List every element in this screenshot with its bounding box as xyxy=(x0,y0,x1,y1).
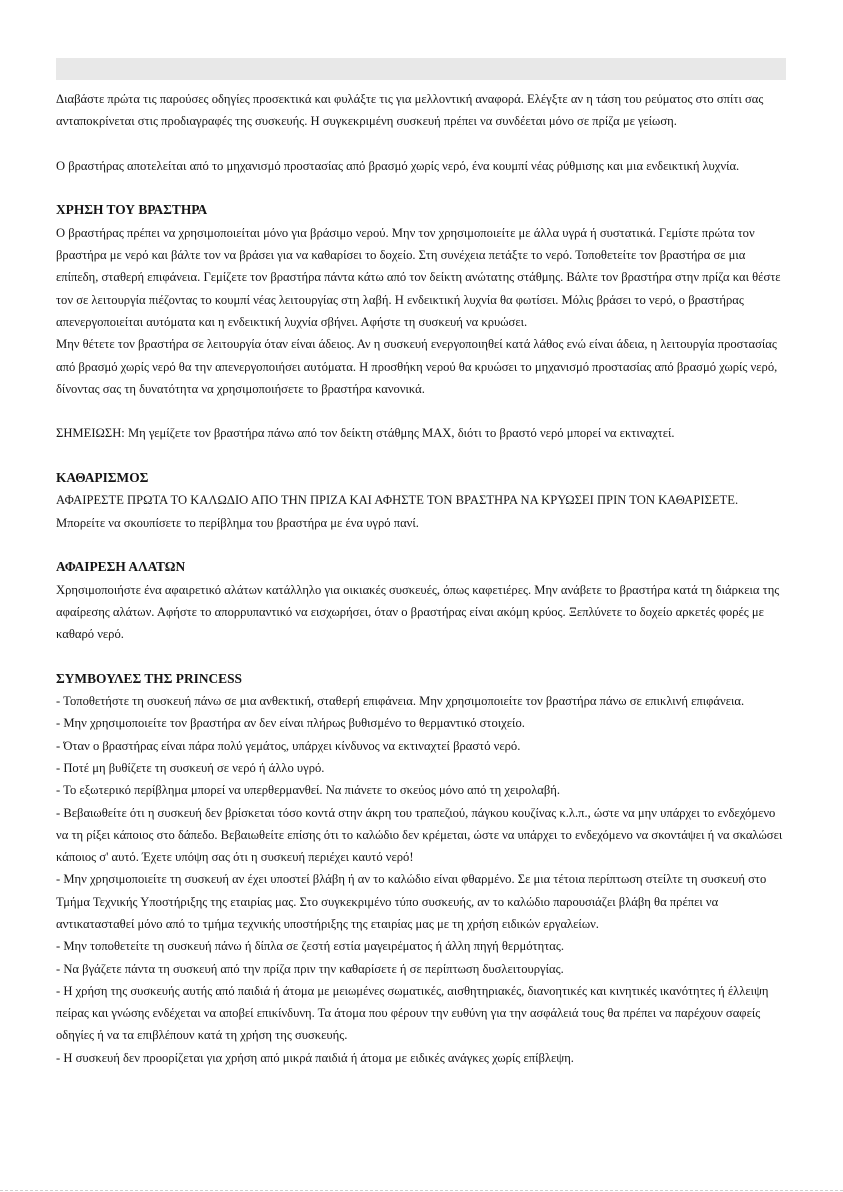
descaling-heading: ΑΦΑΙΡΕΣΗ ΑΛΑΤΩΝ xyxy=(56,559,186,575)
descaling-section xyxy=(56,556,786,645)
tip-item: - Τοποθετήστε τη συσκευή πάνω σε μια ανθεκτική, σταθερή επιφάνεια. Μην χρησιμοποιείτε τον βραστήρα πάνω σε επικλινή επιφάνεια. xyxy=(56,694,745,709)
usage-section xyxy=(56,199,786,400)
tip-item: - Η συσκευή δεν προορίζεται για χρήση από μικρά παιδιά ή άτομα με ειδικές ανάγκες χωρίς επίβλεψη. xyxy=(56,1050,574,1065)
tips-section xyxy=(56,668,786,1069)
tip-item: - Βεβαιωθείτε ότι η συσκευή δεν βρίσκεται τόσο κοντά στην άκρη του τραπεζιού, πάγκου κουζίνας κ.λ.π., ώστε να μην υπάρχει το ενδεχόμενο να τη ρίξει κάποιος στο δάπεδο. Βεβαιωθείτε επίσης ότι το καλώδιο δεν κρέμεται, ώστε να υπάρχει το ενδεχόμενο να σκοντάψει ή να σκαλώσει κάποιος σ' αυτό. Έχετε υπόψη σας ότι η συσκευή περιέχει καυτό νερό! xyxy=(56,805,783,865)
descaling-text: Χρησιμοποιήστε ένα αφαιρετικό αλάτων κατάλληλο για οικιακές συσκευές, όπως καφετιέρες. Μην ανάβετε το βραστήρα κατά τη διάρκεια της αφαίρεσης αλάτων. Αφήστε το απορρυπαντικό να εισχωρήσει, όταν ο βραστήρας είναι ακόμη κρύος. Ξεπλύνετε το δοχείο αρκετές φορές με καθαρό νερό. xyxy=(56,582,780,642)
tip-item: - Να βγάζετε πάντα τη συσκευή από την πρίζα πριν την καθαρίσετε ή σε περίπτωση δυσλειτουργίας. xyxy=(56,961,564,976)
tip-item: - Όταν ο βραστήρας είναι πάρα πολύ γεμάτος, υπάρχει κίνδυνος να εκτιναχτεί βραστό νερό. xyxy=(56,738,521,753)
tip-item: - Μην τοποθετείτε τη συσκευή πάνω ή δίπλα σε ζεστή εστία μαγειρέματος ή άλλη πηγή θερμότητας. xyxy=(56,939,564,954)
tip-item: - Ποτέ μη βυθίζετε τη συσκευή σε νερό ή άλλο υγρό. xyxy=(56,760,325,775)
bottom-divider xyxy=(0,1190,843,1191)
usage-text-2: Μην θέτετε τον βραστήρα σε λειτουργία όταν είναι άδειος. Αν η συσκευή ενεργοποιηθεί κατά λάθος ενώ είναι άδεια, η λειτουργία προστασίας από βρασμό χωρίς νερό θα την απενεργοποιήσει αυτόματα. Η προσθήκη νερού θα κρυώσει το μηχανισμό προστασίας από βρασμό χωρίς νερό, δίνοντας σας τη δυνατότητα να χρησιμοποιήσετε το βραστήρα κανονικά. xyxy=(56,337,778,396)
usage-note-text: ΣΗΜΕΙΩΣΗ: Μη γεμίζετε τον βραστήρα πάνω από τον δείκτη στάθμης MAX, διότι το βραστό νερό μπορεί να εκτιναχτεί. xyxy=(56,426,675,441)
usage-heading: ΧΡΗΣΗ ΤΟΥ ΒΡΑΣΤΗΡΑ xyxy=(56,202,208,218)
cleaning-section xyxy=(56,467,786,534)
intro-text-1: Διαβάστε πρώτα τις παρούσες οδηγίες προσεκτικά και φυλάξτε τις για μελλοντική αναφορά. Ελέγξτε αν η τάση του ρεύματος στο σπίτι σας ανταποκρίνεται στις προδιαγραφές της συσκευής. Η συγκεκριμένη συσκευή πρέπει να συνδέεται μόνο σε πρίζα με γείωση. xyxy=(56,92,764,129)
cleaning-heading: ΚΑΘΑΡΙΣΜΟΣ xyxy=(56,470,149,486)
cleaning-text-1: ΑΦΑΙΡΕΣΤΕ ΠΡΩΤΑ ΤΟ ΚΑΛΩΔΙΟ ΑΠΟ ΤΗΝ ΠΡΙΖΑ ΚΑΙ ΑΦΗΣΤΕ ΤΟΝ ΒΡΑΣΤΗΡΑ ΝΑ ΚΡΥΩΣΕΙ ΠΡΙΝ ΤΟΝ ΚΑΘΑΡΙΣΕΤΕ. xyxy=(56,493,739,508)
usage-note xyxy=(56,422,786,444)
tip-item: - Μην χρησιμοποιείτε τη συσκευή αν έχει υποστεί βλάβη ή αν το καλώδιο είναι φθαρμένο. Σε μια τέτοια περίπτωση στείλτε τη συσκευή στο Τμήμα Τεχνικής Υποστήριξης της εταιρίας μας. Στο συγκεκριμένο τύπο συσκευής, αν το καλώδιο παρουσιάζει βλάβη θα πρέπει να αντικατασταθεί μόνο από το τμήμα τεχνικής υποστήριξης της εταιρίας μας με τη χρήση ειδικών εργαλείων. xyxy=(56,872,767,931)
intro-paragraph-2 xyxy=(56,155,786,177)
usage-text-1: Ο βραστήρας πρέπει να χρησιμοποιείται μόνο για βράσιμο νερού. Μην τον χρησιμοποιείτε με άλλα υγρά ή συστατικά. Γεμίστε πρώτα τον βραστήρα με νερό και βάλτε τον να βράσει για να καθαρίσει το δοχείο. Στη συνέχεια πετάξτε το νερό. Τοποθετείτε τον βραστήρα σε μια επίπεδη, σταθερή επιφάνεια. Γεμίζετε τον βραστήρα πάντα κάτω από τον δείκτη ανώτατης στάθμης. Βάλτε τον βραστήρα στην πρίζα και θέστε τον σε λειτουργία πιέζοντας το κουμπί νέας λειτουργίας στη λαβή. Η ενδεικτική λυχνία θα φωτίσει. Μόλις βράσει το νερό, ο βραστήρας απενεργοποιείται αυτόματα και η ενδεικτική λυχνία σβήνει. Αφήστε τη συσκευή να κρυώσει. xyxy=(56,225,781,329)
tips-heading: ΣΥΜΒΟΥΛΕΣ ΤΗΣ PRINCESS xyxy=(56,670,243,686)
tip-item: - Μην χρησιμοποιείτε τον βραστήρα αν δεν είναι πλήρως βυθισμένο το θερμαντικό στοιχείο. xyxy=(56,716,525,731)
intro-paragraph-1 xyxy=(56,88,786,133)
header-bar xyxy=(56,58,786,80)
tips-list xyxy=(56,690,786,1069)
manual-page xyxy=(56,88,786,1069)
tip-item: - Η χρήση της συσκευής αυτής από παιδιά ή άτομα με μειωμένες σωματικές, αισθητηριακές, διανοητικές και κινητικές ικανότητες ή έλλειψη πείρας και γνώσης ενδέχεται να αποβεί επικίνδυνη. Τα άτομα που φέρουν την ευθύνη για την ασφάλειά τους θα πρέπει να παρέχουν σαφείς οδηγίες ή να τα επιβλέπουν κατά τη χρήση της συσκευής. xyxy=(56,983,769,1043)
intro-text-2: Ο βραστήρας αποτελείται από το μηχανισμό προστασίας από βρασμό χωρίς νερό, ένα κουμπί νέας ρύθμισης και μια ενδεικτική λυχνία. xyxy=(56,158,740,173)
tip-item: - Το εξωτερικό περίβλημα μπορεί να υπερθερμανθεί. Να πιάνετε το σκεύος μόνο από τη χειρολαβή. xyxy=(56,783,561,798)
cleaning-text-2: Μπορείτε να σκουπίσετε το περίβλημα του βραστήρα με ένα υγρό πανί. xyxy=(56,515,419,530)
